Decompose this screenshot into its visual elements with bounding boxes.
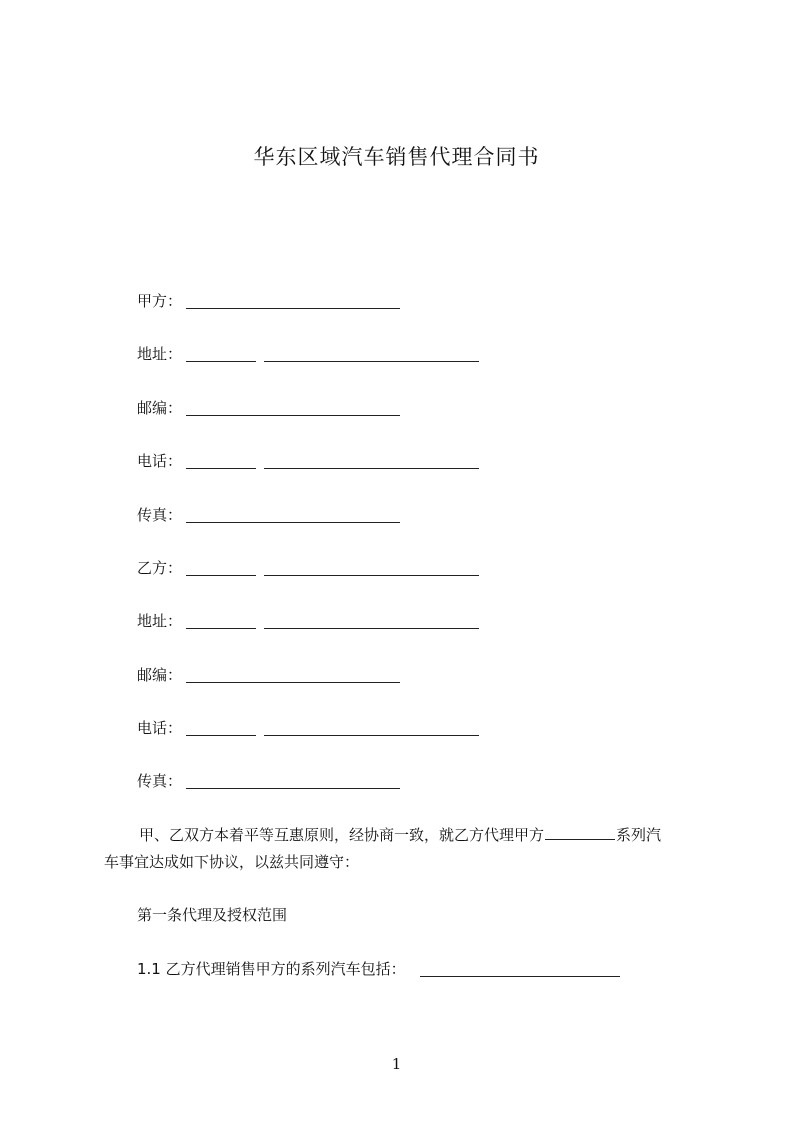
party-a-address-label: 地址： <box>137 345 183 363</box>
party-b-address-blank-1[interactable] <box>186 628 256 629</box>
party-b-name-field <box>137 558 182 578</box>
party-a-postcode-label: 邮编： <box>137 399 183 417</box>
party-a-address-blank-1[interactable] <box>186 361 256 362</box>
party-a-fax-field <box>137 505 182 525</box>
party-a-postcode-blank[interactable] <box>186 415 400 416</box>
party-b-name-blank-1[interactable] <box>186 575 256 576</box>
party-b-phone-blank-1[interactable] <box>186 735 256 736</box>
party-b-address-label: 地址： <box>137 612 183 630</box>
party-b-fax-label: 传真： <box>137 772 183 790</box>
party-a-address-blank-2[interactable] <box>264 361 479 362</box>
party-b-phone-label: 电话： <box>137 719 183 737</box>
intro-line-2: 车事宜达成如下协议，以兹共同遵守： <box>104 853 360 871</box>
intro-line-1-text: 甲、乙双方本着平等互惠原则，经协商一致，就乙方代理甲方 <box>139 826 545 844</box>
party-a-phone-blank-2[interactable] <box>264 468 479 469</box>
intro-line-1-tail: 系列汽 <box>616 826 662 844</box>
intro-line-1 <box>139 825 661 845</box>
article-1-heading: 第一条代理及授权范围 <box>137 906 288 924</box>
party-a-phone-label: 电话： <box>137 452 183 470</box>
party-b-name-blank-2[interactable] <box>264 575 479 576</box>
party-a-postcode-field <box>137 398 182 418</box>
party-b-name-label: 乙方： <box>137 559 183 577</box>
party-a-phone-field <box>137 451 182 471</box>
party-b-phone-blank-2[interactable] <box>264 735 479 736</box>
party-b-address-field <box>137 611 182 631</box>
vehicle-series-blank[interactable] <box>545 825 615 840</box>
party-a-phone-blank-1[interactable] <box>186 468 256 469</box>
page-number: 1 <box>391 1055 402 1073</box>
party-a-address-field <box>137 344 182 364</box>
document-title: 华东区域汽车销售代理合同书 <box>253 145 540 169</box>
party-a-name-field <box>137 291 182 311</box>
clause-1-1-field <box>137 959 406 979</box>
party-b-fax-field <box>137 771 182 791</box>
party-b-address-blank-2[interactable] <box>264 628 479 629</box>
party-b-fax-blank[interactable] <box>186 788 400 789</box>
party-b-postcode-label: 邮编： <box>137 666 183 684</box>
clause-1-1-text: 1.1 乙方代理销售甲方的系列汽车包括： <box>137 960 406 978</box>
party-b-postcode-blank[interactable] <box>186 682 400 683</box>
clause-1-1-blank[interactable] <box>420 976 620 977</box>
party-b-postcode-field <box>137 665 182 685</box>
party-b-phone-field <box>137 718 182 738</box>
party-a-name-label: 甲方： <box>137 292 183 310</box>
party-a-fax-blank[interactable] <box>186 522 400 523</box>
party-a-fax-label: 传真： <box>137 506 183 524</box>
party-a-name-blank[interactable] <box>186 308 400 309</box>
